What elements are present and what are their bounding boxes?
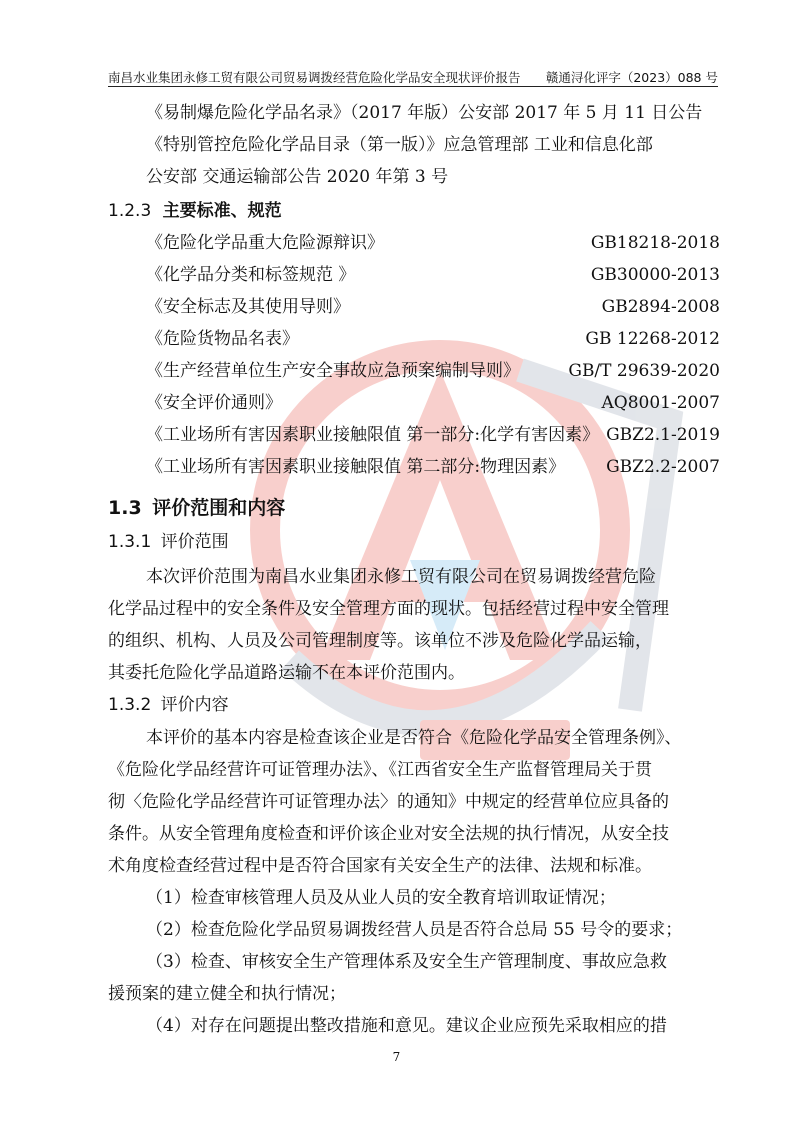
content-paragraph-line: 术角度检查经营过程中是否符合国家有关安全生产的法律、法规和标准。 [108,856,652,876]
section-1-3-title: 评价范围和内容 [152,497,286,519]
list-item: （1）检查审核管理人员及从业人员的安全教育培训取证情况； [146,888,616,908]
section-1-3-2-heading [108,689,720,721]
standard-code: GBZ2.2-2007 [606,457,720,477]
standard-code: GB18218-2018 [590,233,720,253]
list-item-continuation: 援预案的建立健全和执行情况； [108,984,346,1004]
section-1-3-heading [108,492,720,524]
list-item: （3）检查、审核安全生产管理体系及安全生产管理制度、事故应急救 [146,952,667,972]
section-1-3-number: 1.3 [108,497,142,519]
standard-row [146,355,720,387]
header-report-number: 赣通浔化评字（2023）088 号 [545,70,718,85]
section-1-3-1-heading [108,526,720,558]
scope-paragraph-line: 的组织、机构、人员及公司管理制度等。该单位不涉及危险化学品运输， [108,631,652,651]
intro-line-2: 《特别管控危险化学品目录（第一版）》应急管理部 工业和信息化部 [146,135,653,155]
scope-paragraph-line: 化学品过程中的安全条件及安全管理方面的现状。包括经营过程中安全管理 [108,599,669,619]
section-1-3-1-number: 1.3.1 [108,532,152,552]
standard-row [146,451,720,483]
content-paragraph-line: 彻〈危险化学品经营许可证管理办法〉的通知》中规定的经营单位应具备的 [108,792,669,812]
standard-name: 《危险货物品名表》 [146,329,299,349]
page-header [108,68,718,87]
standard-code: GB2894-2008 [601,297,720,317]
scope-paragraph-line: 其委托危险化学品道路运输不在本评价范围内。 [108,663,465,683]
content-paragraph-line: 条件。从安全管理角度检查和评价该企业对安全法规的执行情况，从安全技 [108,824,669,844]
standard-row [146,419,720,451]
standard-row [146,227,720,259]
list-item: （4）对存在问题提出整改措施和意见。建议企业应预先采取相应的措 [146,1016,667,1036]
content-paragraph-line: 《危险化学品经营许可证管理办法》、《江西省安全生产监督管理局关于贯 [108,760,652,780]
section-1-3-2-title: 评价内容 [160,695,229,715]
page-number: 7 [392,1050,401,1064]
section-1-2-3-heading [108,195,720,227]
standard-code: GB/T 29639-2020 [568,361,720,381]
scope-paragraph-line: 本次评价范围为南昌水业集团永修工贸有限公司在贸易调拨经营危险 [146,567,656,587]
intro-line-3: 公安部 交通运输部公告 2020 年第 3 号 [146,167,449,187]
standard-code: GBZ2.1-2019 [606,425,720,445]
standard-row [146,291,720,323]
standard-code: GB 12268-2012 [585,329,720,349]
standard-name: 《工业场所有害因素职业接触限值 第二部分:物理因素》 [146,457,566,477]
header-report-title: 南昌水业集团永修工贸有限公司贸易调拨经营危险化学品安全现状评价报告 [108,70,521,85]
standard-name: 《工业场所有害因素职业接触限值 第一部分:化学有害因素》 [146,425,600,445]
standard-code: AQ8001-2007 [601,393,720,413]
section-1-2-3-number: 1.2.3 [108,201,152,221]
section-1-3-1-title: 评价范围 [160,532,229,552]
standard-name: 《生产经营单位生产安全事故应急预案编制导则》 [146,361,520,381]
standard-name: 《危险化学品重大危险源辩识》 [146,233,384,253]
standard-row [146,259,720,291]
list-item: （2）检查危险化学品贸易调拨经营人员是否符合总局 55 号令的要求； [146,920,683,940]
intro-line-1: 《易制爆危险化学品名录》（2017 年版）公安部 2017 年 5 月 11 日公告 [146,103,703,123]
standard-row [146,323,720,355]
section-1-3-2-number: 1.3.2 [108,695,152,715]
standard-row [146,387,720,419]
standard-code: GB30000-2013 [590,265,720,285]
content-paragraph-line: 本评价的基本内容是检查该企业是否符合《危险化学品安全管理条例》、 [146,728,682,748]
standard-name: 《安全标志及其使用导则》 [146,297,350,317]
standard-name: 《安全评价通则》 [146,393,282,413]
standard-name: 《化学品分类和标签规范 》 [146,265,356,285]
section-1-2-3-title: 主要标准、规范 [162,201,282,221]
